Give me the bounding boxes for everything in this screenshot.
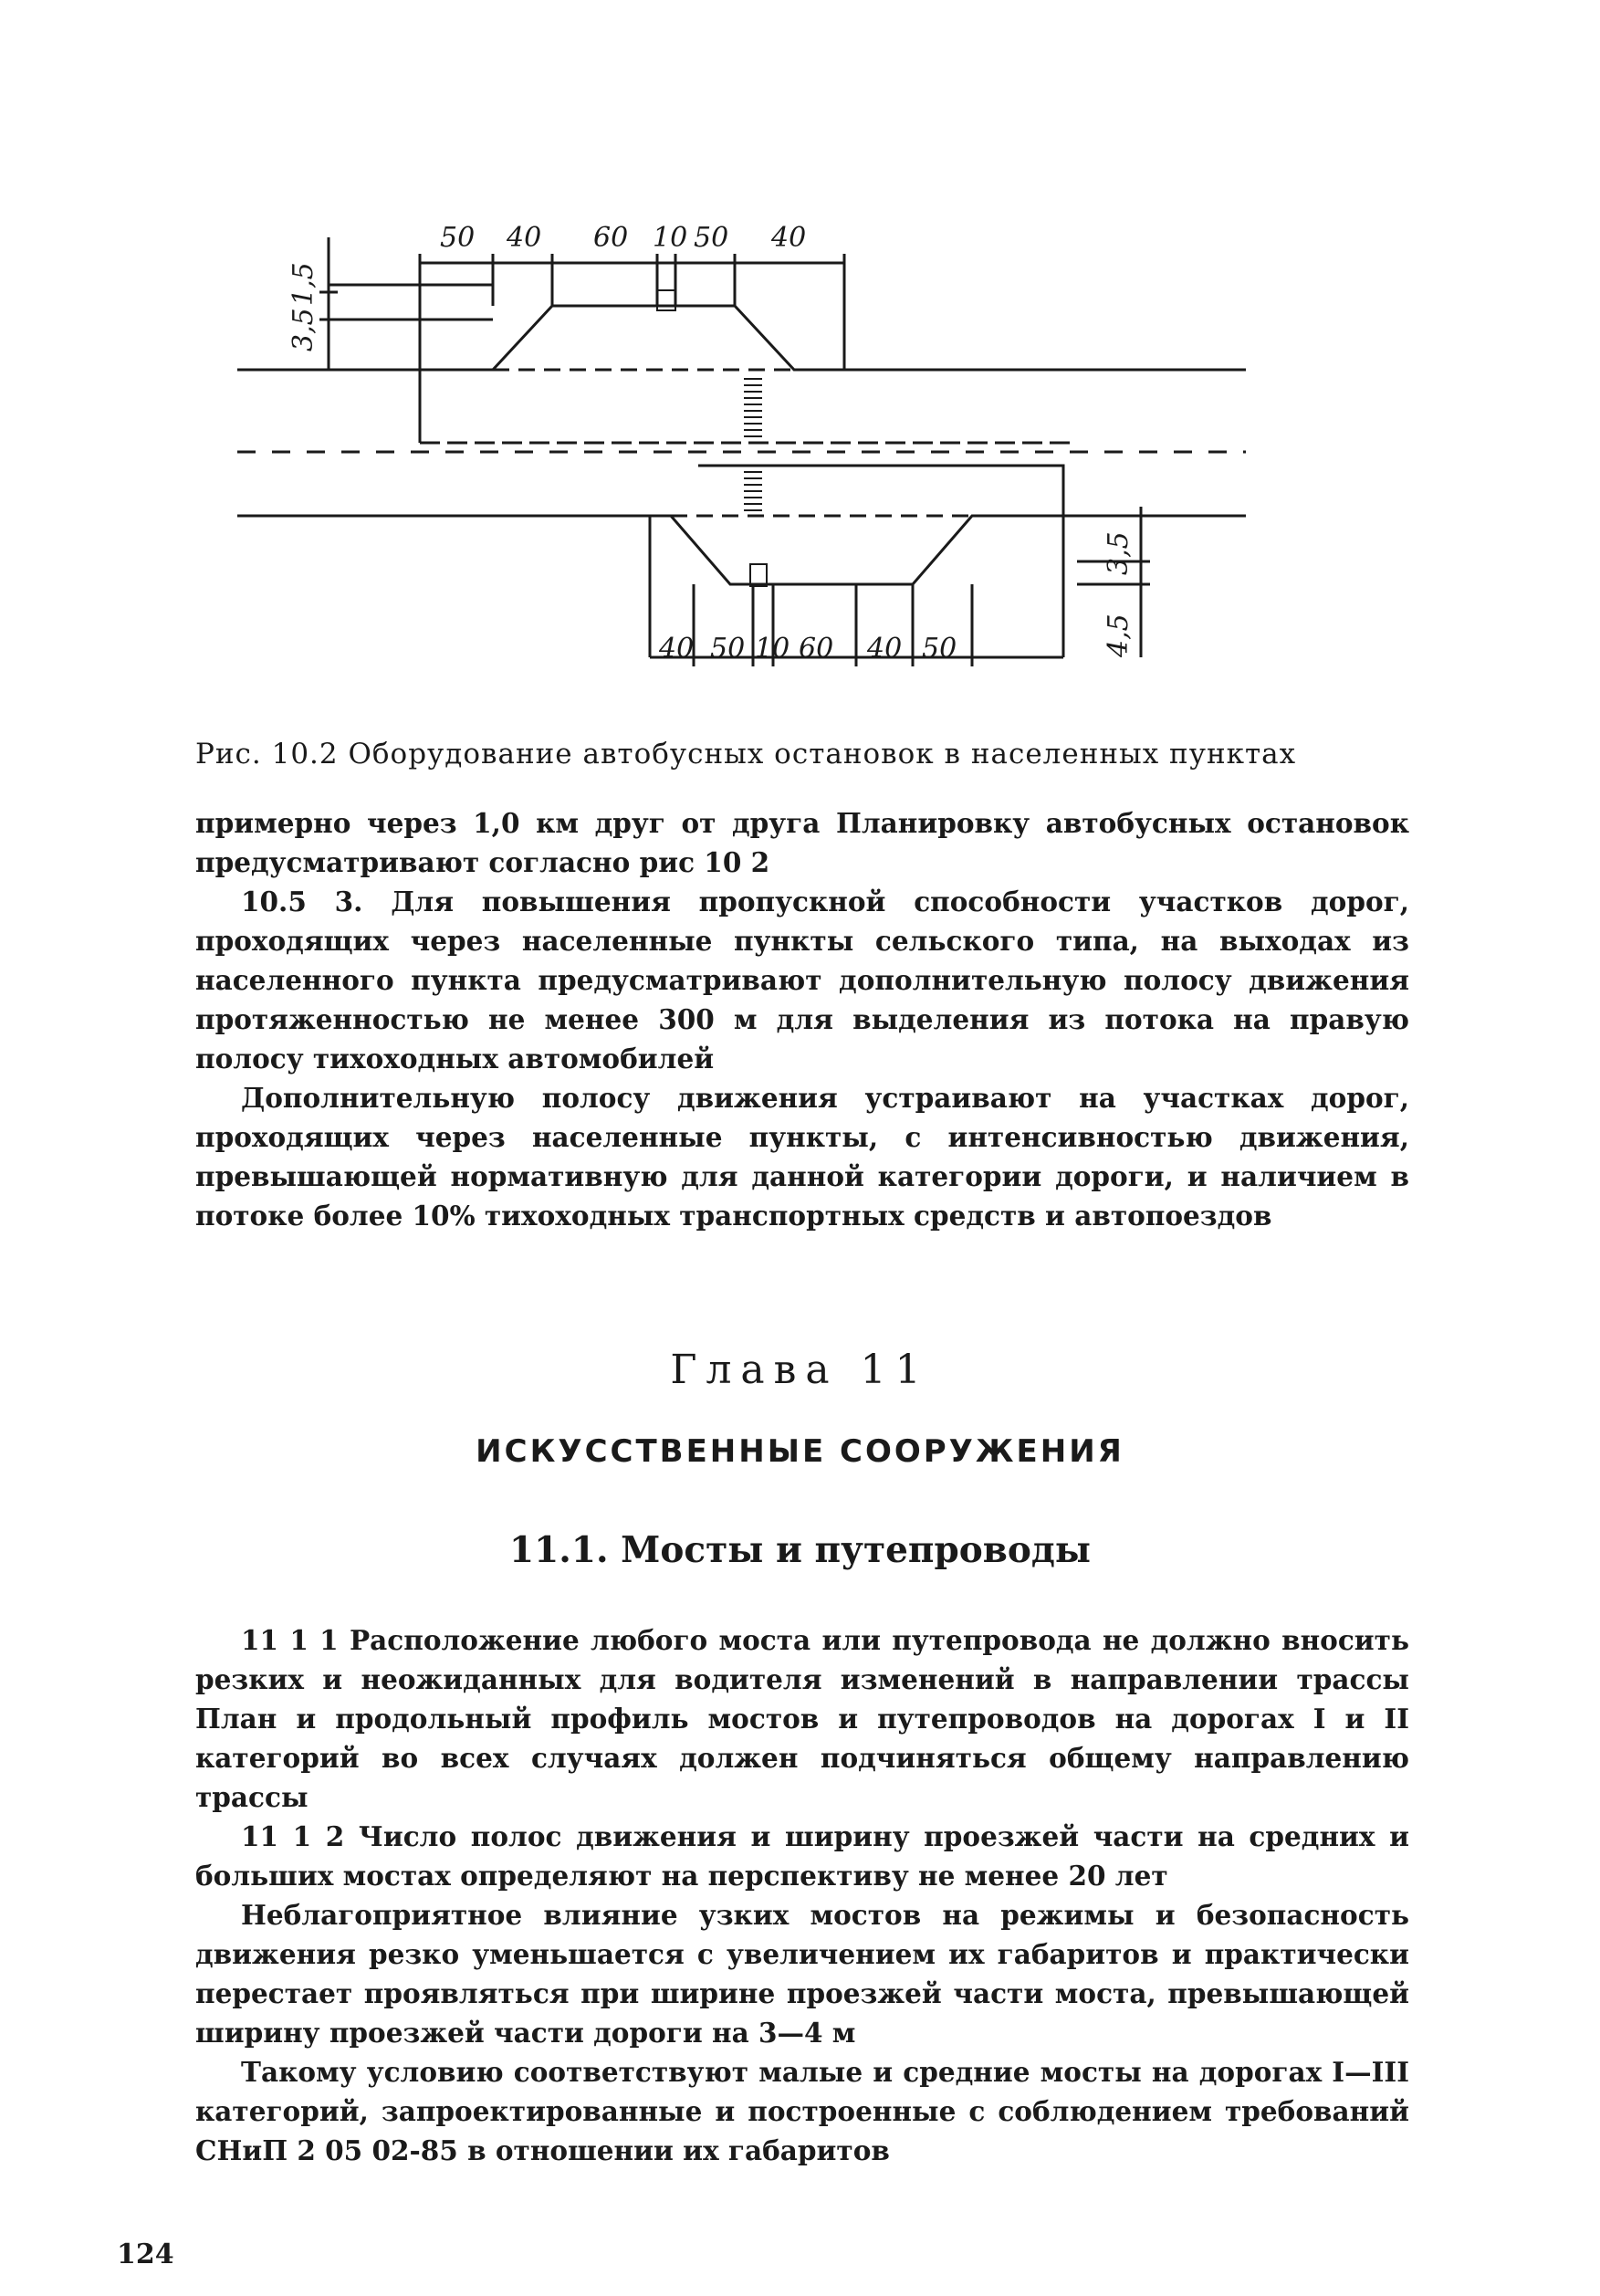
- bottom-dim-label: 40: [659, 633, 695, 665]
- paragraph: Такому условию соответствуют малые и средние мосты на дорогах I—III категорий, запроектированные и построенные с соблюдением требований СНиП 2 05 02-85 в отношении их габаритов: [195, 2056, 1409, 2166]
- paragraph: Дополнительную полосу движения устраивают на участках дорог, проходящих через населенные пункты, с интенсивностью движения, превышающей нормативную для данной категории дороги, и наличием в потоке более 10% тихоходных транспортных средств и автопоездов: [195, 1082, 1409, 1232]
- right-vertical-dim-label: 3,5: [1103, 531, 1135, 575]
- crosswalk-hatch: [744, 379, 762, 510]
- figure-caption: Рис. 10.2 Оборудование автобусных остановок в населенных пунктах: [195, 738, 1297, 771]
- bottom-dim-label: 10: [755, 633, 790, 665]
- top-dim-label: 40: [507, 222, 542, 254]
- body-paragraphs: [195, 803, 1409, 1235]
- section-paragraphs: [195, 1620, 1409, 2170]
- top-dim-label: 60: [593, 222, 629, 254]
- bottom-dim-label: 50: [710, 633, 746, 665]
- paragraph: 11 1 1 Расположение любого моста или путепровода не должно вносить резких и неожиданных для водителя изменений в направлении трассы План и продольный профиль мостов и путепроводов на дорогах I и II категорий во всех случаях должен подчиняться общему направлению трассы: [195, 1624, 1409, 1813]
- left-vertical-dim-label: 3,5: [288, 308, 319, 351]
- right-vertical-dim-label: 4,5: [1103, 613, 1135, 657]
- top-dim-label: 50: [694, 222, 729, 254]
- paragraph: примерно через 1,0 км друг от друга Планировку автобусных остановок предусматривают согласно рис 10 2: [195, 807, 1409, 878]
- top-dim-label: 40: [771, 222, 807, 254]
- paragraph: 11 1 2 Число полос движения и ширину проезжей части на средних и больших мостах определяют на перспективу не менее 20 лет: [195, 1820, 1409, 1892]
- left-vertical-dim-label: 1,5: [288, 262, 319, 306]
- section-title: 11.1. Мосты и путепроводы: [509, 1529, 1091, 1571]
- top-dim-label: 10: [653, 222, 688, 254]
- bus-stop-layout-diagram: [228, 192, 1287, 703]
- chapter-title: ИСКУССТВЕННЫЕ СООРУЖЕНИЯ: [476, 1433, 1124, 1470]
- paragraph: Неблагоприятное влияние узких мостов на режимы и безопасность движения резко уменьшается с увеличением их габаритов и практически перестает проявляться при ширине проезжей части моста, превышающей ширину проезжей части дороги на 3—4 м: [195, 1899, 1409, 2049]
- bottom-dim-label: 40: [867, 633, 903, 665]
- page-number: 124: [117, 2238, 174, 2270]
- bottom-dim-label: 50: [922, 633, 957, 665]
- bottom-dim-label: 60: [799, 633, 834, 665]
- top-dim-label: 50: [440, 222, 476, 254]
- paragraph: 10.5 3. Для повышения пропускной способности участков дорог, проходящих через населенные пункты сельского типа, на выходах из населенного пункта предусматривают дополнительную полосу движения протяженностью не менее 300 м для выделения из потока на правую полосу тихоходных автомобилей: [195, 886, 1409, 1075]
- chapter-heading: Глава 11: [670, 1347, 930, 1393]
- lower-road-edge: [237, 516, 1246, 584]
- upper-road-edge: [237, 306, 1246, 370]
